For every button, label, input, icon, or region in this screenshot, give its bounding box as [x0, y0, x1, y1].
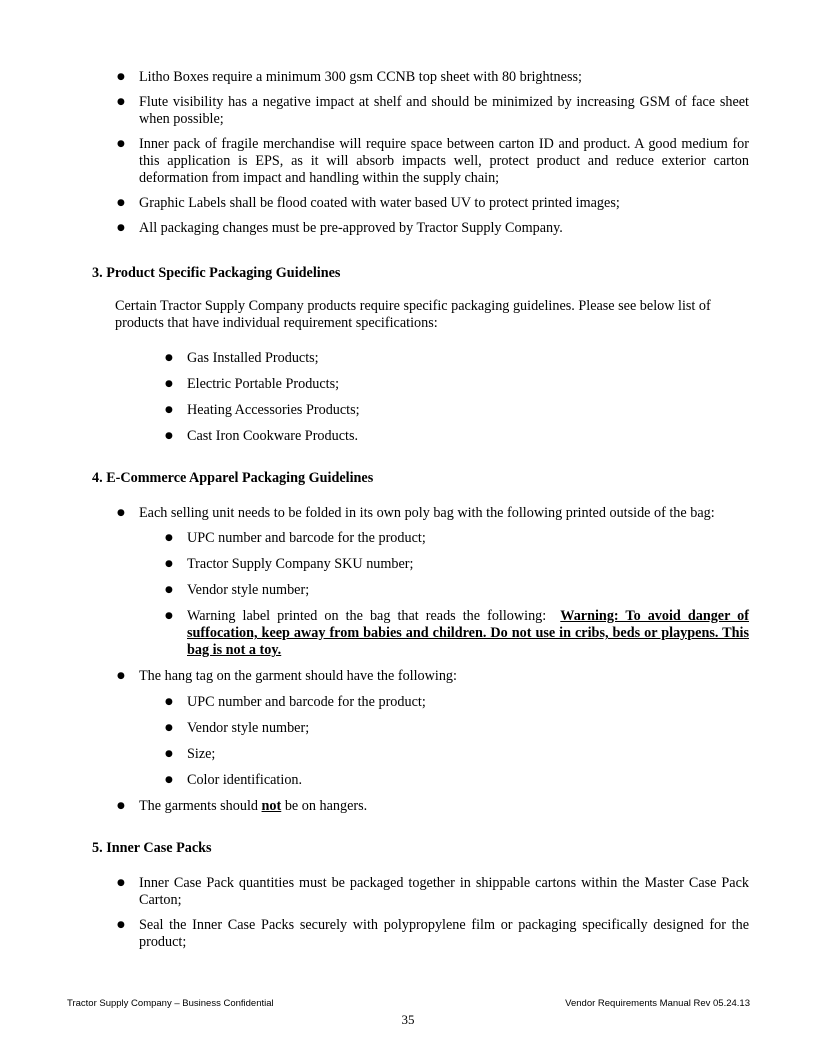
list-item: ● Litho Boxes require a minimum 300 gsm CCNB top sheet with 80 brightness; — [117, 69, 582, 85]
list-item: ● Warning label printed on the bag that reads the following: Warning: To avoid danger of suffocation, keep away from babies and children. Do not use in cribs, beds or playpens. This bag is not a toy. — [165, 608, 750, 658]
ecommerce-bullet-1 — [117, 505, 749, 522]
bullet-icon: ● — [117, 920, 125, 930]
page-number: 35 — [401, 1012, 415, 1027]
footer-company-confidential: Tractor Supply Company – Business Confidential — [67, 998, 274, 1009]
bullet-icon: ● — [117, 508, 125, 518]
bullet-icon: ● — [117, 801, 125, 811]
bullet-icon: ● — [165, 697, 173, 707]
ecommerce-bullet-3 — [117, 798, 749, 815]
bullet-icon: ● — [165, 533, 173, 543]
bullet-icon: ● — [117, 139, 125, 149]
list-item: ● Cast Iron Cookware Products. — [165, 428, 359, 444]
bullet-icon: ● — [165, 559, 173, 569]
bullet-icon: ● — [117, 223, 125, 233]
bullet-icon: ● — [117, 72, 125, 82]
bullet-icon: ● — [117, 97, 125, 107]
bullet-icon: ● — [165, 611, 173, 621]
bullet-icon: ● — [165, 749, 173, 759]
list-item: ● Seal the Inner Case Packs securely with polypropylene film or packaging specifically designed for the product; — [117, 917, 749, 950]
bullet-icon: ● — [165, 775, 173, 785]
bullet-icon: ● — [165, 431, 173, 441]
list-item: ● UPC number and barcode for the product; — [165, 530, 426, 546]
list-item: ● Inner Case Pack quantities must be packaged together in shippable cartons within the Master Case Pack Carton; — [117, 875, 749, 908]
list-item: ● Graphic Labels shall be flood coated with water based UV to protect printed images; — [117, 195, 620, 211]
list-item: ● UPC number and barcode for the product; — [165, 694, 426, 710]
list-item: ● Heating Accessories Products; — [165, 402, 360, 418]
list-item: ● All packaging changes must be pre-approved by Tractor Supply Company. — [117, 220, 563, 236]
poly-bag-print-list — [165, 530, 750, 659]
section-3-paragraph: Certain Tractor Supply Company products require specific packaging guidelines. Please see below list of products that have individual requirement specifications: — [115, 298, 711, 331]
bullet-icon: ● — [165, 353, 173, 363]
list-item: ● Size; — [165, 746, 216, 762]
list-item: ● The garments should not be on hangers. — [117, 798, 368, 814]
list-item: ● Tractor Supply Company SKU number; — [165, 556, 414, 572]
section-5-heading: 5. Inner Case Packs — [92, 840, 212, 856]
footer-manual-revision: Vendor Requirements Manual Rev 05.24.13 — [565, 998, 750, 1009]
ecommerce-bullet-2 — [117, 668, 749, 685]
list-item: ● Vendor style number; — [165, 720, 310, 736]
bullet-icon: ● — [117, 198, 125, 208]
bullet-icon: ● — [117, 671, 125, 681]
product-specific-list — [165, 350, 749, 445]
bullet-icon: ● — [165, 405, 173, 415]
packaging-requirements-list — [117, 69, 749, 237]
list-item: ● Gas Installed Products; — [165, 350, 319, 366]
list-item: ● Electric Portable Products; — [165, 376, 340, 392]
list-item: ● Flute visibility has a negative impact at shelf and should be minimized by increasing GSM of face sheet when possible; — [117, 94, 749, 127]
bullet-icon: ● — [165, 379, 173, 389]
warning-label-text: Warning: To avoid danger of suffocation, keep away from babies and children. Do not use in cribs, beds or playpens. This bag is not a toy. — [187, 608, 750, 658]
list-item: ● Vendor style number; — [165, 582, 310, 598]
list-item: ● Color identification. — [165, 772, 303, 788]
emphasis-not: not — [261, 798, 282, 814]
section-4-heading: 4. E-Commerce Apparel Packaging Guidelines — [92, 470, 374, 486]
list-item: ● Inner pack of fragile merchandise will require space between carton ID and product. A good medium for this application is EPS, as it will absorb impacts well, protect product and reduce exterior carton deformation from impact and handling within the supply chain; — [117, 136, 749, 186]
inner-case-pack-list — [117, 875, 749, 951]
section-3-heading: 3. Product Specific Packaging Guidelines — [92, 265, 341, 281]
list-item: ● Each selling unit needs to be folded in its own poly bag with the following printed outside of the bag: — [117, 505, 715, 521]
bullet-icon: ● — [165, 585, 173, 595]
bullet-icon: ● — [165, 723, 173, 733]
list-item: ● The hang tag on the garment should have the following: — [117, 668, 457, 684]
hang-tag-list — [165, 694, 749, 789]
bullet-icon: ● — [117, 878, 125, 888]
